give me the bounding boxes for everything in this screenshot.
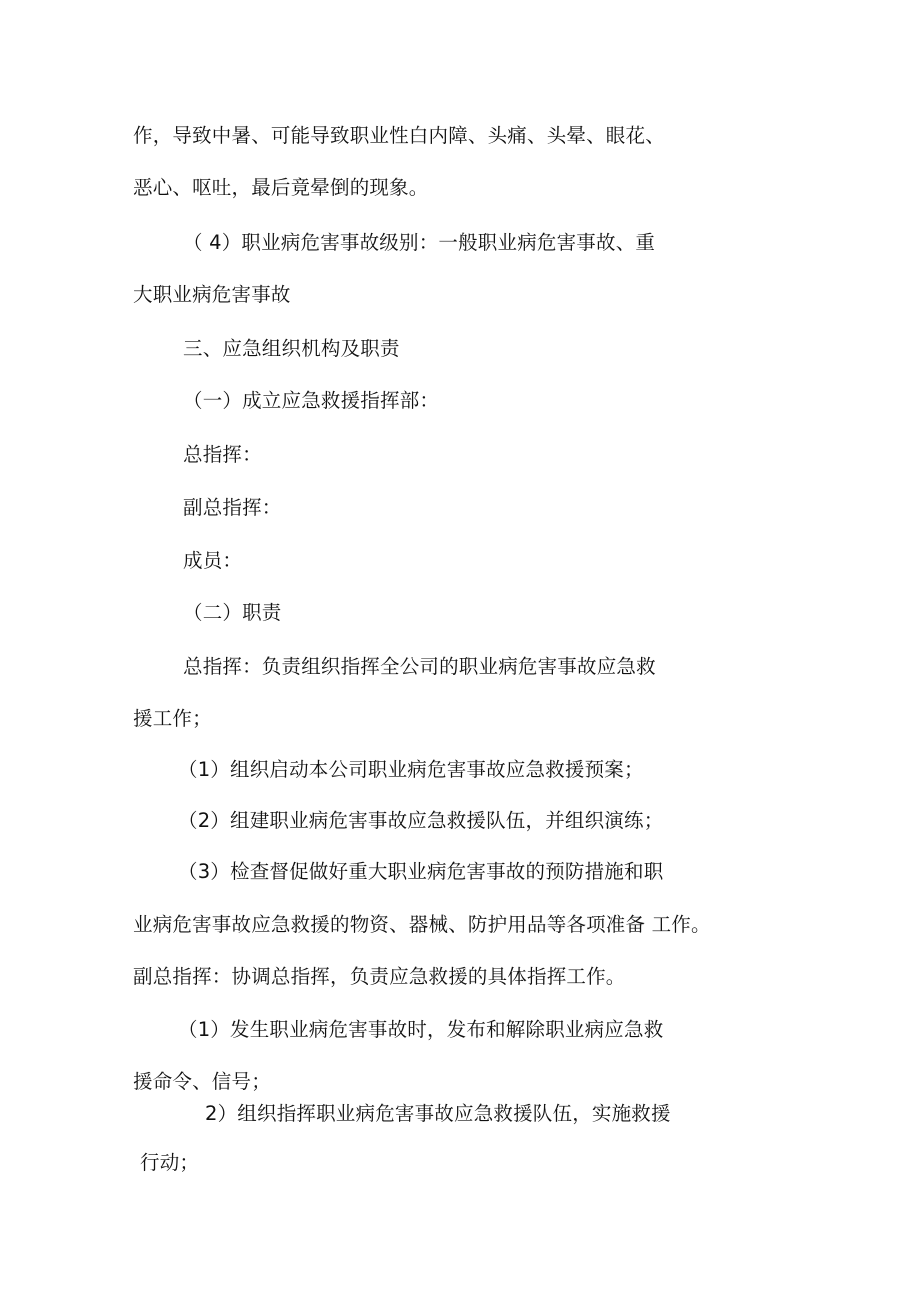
paragraph-line: 作，导致中暑、可能导致职业性白内障、头痛、头晕、眼花、 <box>133 124 665 147</box>
paragraph-line: 行动； <box>140 1151 200 1174</box>
paragraph-line: （ 4）职业病危害事故级别：一般职业病危害事故、重 <box>183 231 656 254</box>
subsection-heading: （二）职责 <box>183 601 282 624</box>
paragraph-line: 副总指挥： <box>183 496 282 519</box>
section-heading: 三、应急组织机构及职责 <box>183 337 400 360</box>
paragraph-line: 大职业病危害事故 <box>133 283 291 306</box>
subsection-heading: （一）成立应急救援指挥部： <box>183 389 440 412</box>
paragraph-line: 恶心、呕吐，最后竟晕倒的现象。 <box>133 176 429 199</box>
paragraph-line: 援命令、信号； <box>133 1070 271 1093</box>
list-item: 2）组织指挥职业病危害事故应急救援队伍，实施救援 <box>205 1102 671 1125</box>
paragraph-line: 援工作； <box>133 707 212 730</box>
paragraph-line: 总指挥：负责组织指挥全公司的职业病危害事故应急救 <box>183 655 656 678</box>
paragraph-line: 总指挥： <box>183 443 262 466</box>
paragraph-line: 成员： <box>183 549 243 572</box>
list-item: （1）发生职业病危害事故时，发布和解除职业病应急救 <box>178 1018 664 1041</box>
paragraph-line: 业病危害事故应急救援的物资、器械、防护用品等各项准备 工作。 <box>133 913 711 936</box>
list-item: （1）组织启动本公司职业病危害事故应急救援预案； <box>178 758 644 781</box>
list-item: （3）检查督促做好重大职业病危害事故的预防措施和职 <box>178 860 664 883</box>
paragraph-line: 副总指挥：协调总指挥，负责应急救援的具体指挥工作。 <box>133 965 626 988</box>
list-item: （2）组建职业病危害事故应急救援队伍，并组织演练； <box>178 809 664 832</box>
